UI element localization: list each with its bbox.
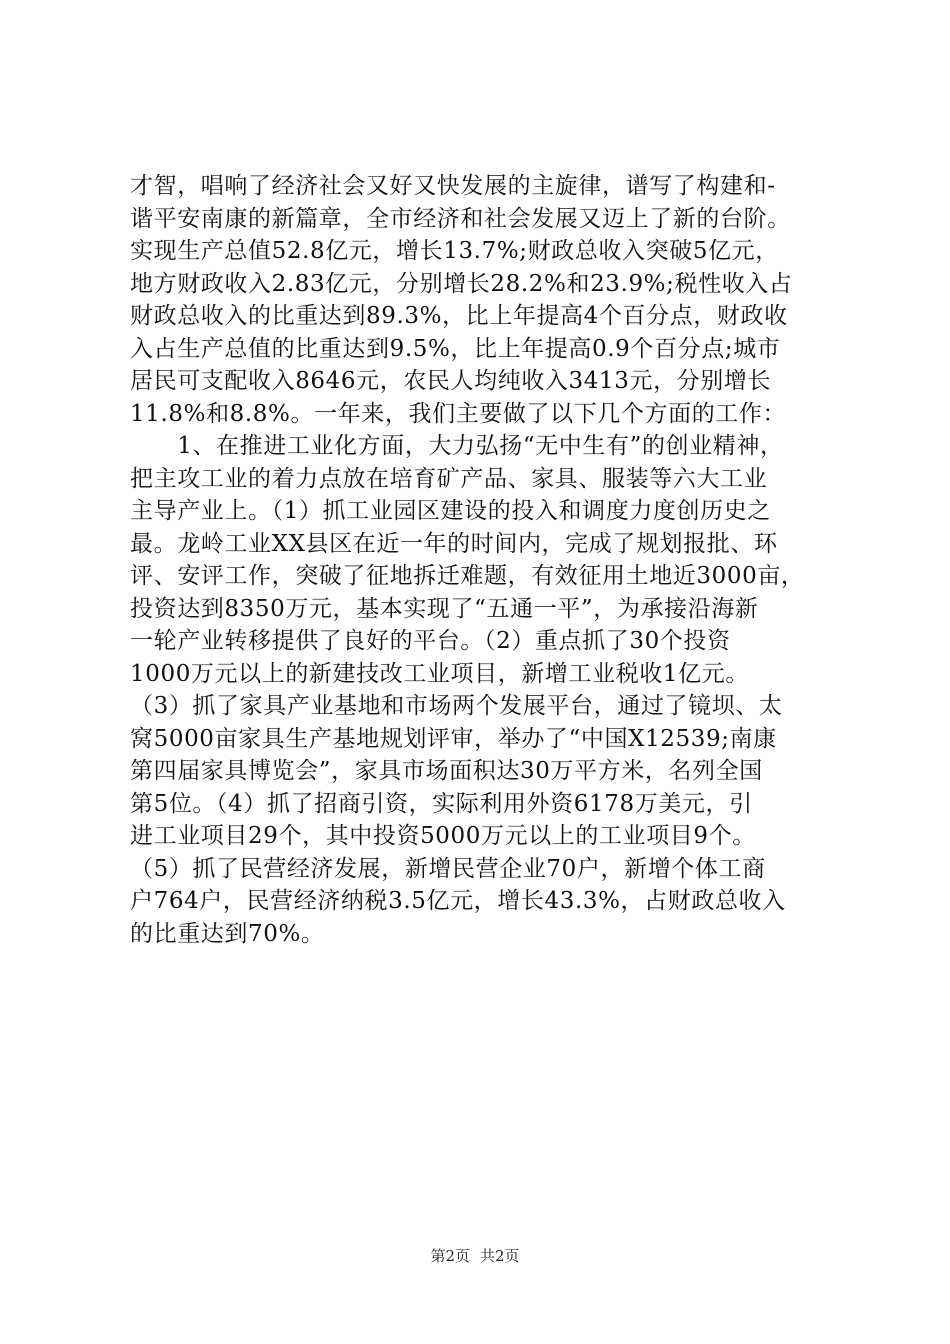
text-line: 才智，唱响了经济社会又好又快发展的主旋律，谱写了构建和- xyxy=(130,173,776,199)
text-line: 评、安评工作，突破了征地拆迁难题，有效征用土地近3000亩， xyxy=(130,563,805,589)
body-text xyxy=(130,170,835,950)
text-line: 户764户，民营经济纳税3.5亿元，增长43.3%，占财政总收入 xyxy=(130,888,786,914)
text-line: 一轮产业转移提供了良好的平台。（2）重点抓了30个投资 xyxy=(130,628,731,654)
text-line: 实现生产总值52.8亿元，增长13.7%;财政总收入突破5亿元， xyxy=(130,238,779,264)
text-line: 投资达到8350万元，基本实现了“五通一平”，为承接沿海新 xyxy=(130,595,759,622)
text-line: 1、在推进工业化方面，大力弘扬“无中生有”的创业精神， xyxy=(130,433,784,459)
text-line: 最。龙岭工业XX县区在近一年的时间内，完成了规划报批、环 xyxy=(130,530,778,557)
text-line: 谐平安南康的新篇章，全市经济和社会发展又迈上了新的台阶。 xyxy=(130,205,791,232)
text-line: 主导产业上。（1）抓工业园区建设的投入和调度力度创历史之 xyxy=(130,498,771,524)
text-line: 把主攻工业的着力点放在培育矿产品、家具、服装等六大工业 xyxy=(130,465,768,492)
page-total: 共2页 xyxy=(480,1247,520,1265)
text-line: 的比重达到70%。 xyxy=(130,920,325,947)
text-line: 入占生产总值的比重达到9.5%，比上年提高0.9个百分点;城市 xyxy=(130,335,781,362)
text-line: 1000万元以上的新建技改工业项目，新增工业税收1亿元。 xyxy=(130,660,749,687)
text-line: 财政总收入的比重达到89.3%，比上年提高4个百分点，财政收 xyxy=(130,303,788,329)
text-line: 11.8%和8.8%。一年来，我们主要做了以下几个方面的工作： xyxy=(130,400,787,427)
page-footer xyxy=(0,1246,950,1266)
text-line: 进工业项目29个，其中投资5000万元以上的工业项目9个。 xyxy=(130,823,756,849)
text-line: 居民可支配收入8646元，农民人均纯收入3413元，分别增长 xyxy=(130,368,772,394)
text-line: 地方财政收入2.83亿元，分别增长28.2%和23.9%;税性收入占 xyxy=(130,270,793,297)
text-line: （3）抓了家具产业基地和市场两个发展平台，通过了镜坝、太 xyxy=(130,693,783,719)
text-line: （5）抓了民营经济发展，新增民营企业70户，新增个体工商 xyxy=(130,855,766,882)
text-line: 第四届家具博览会”，家具市场面积达30万平方米，名列全国 xyxy=(130,758,763,784)
text-line: 第5位。（4）抓了招商引资，实际利用外资6178万美元，引 xyxy=(130,790,753,817)
text-line: 窝5000亩家具生产基地规划评审，举办了“中国X12539;南康 xyxy=(130,725,777,752)
page-number: 第2页 xyxy=(430,1247,470,1265)
